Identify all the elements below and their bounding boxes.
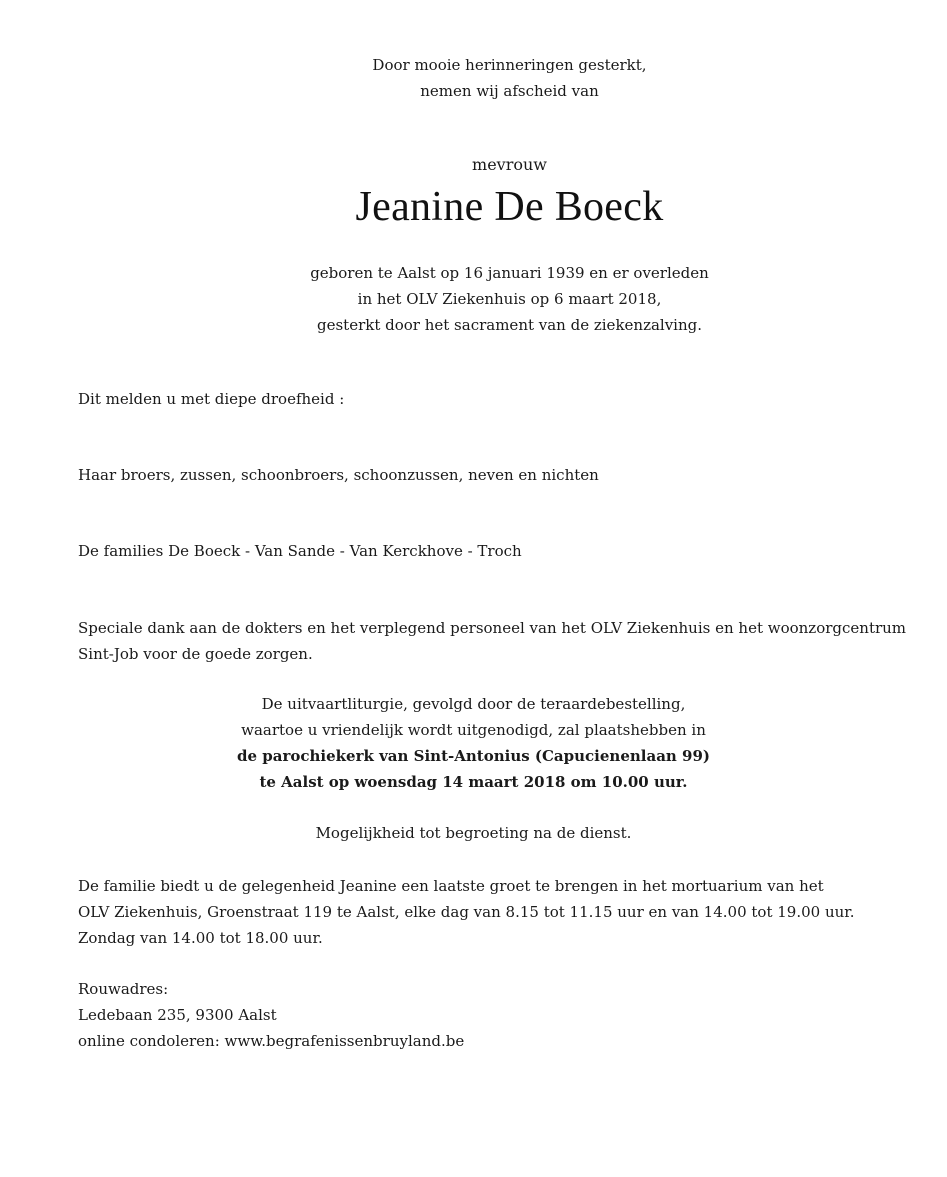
funeral-info — [0, 691, 947, 795]
funeral-line-1: De uitvaartliturgie, gevolgd door de teraardebestelling, — [261, 695, 686, 713]
online-condolence-link[interactable]: online condoleren: www.begrafenissenbruyland.be — [78, 1032, 465, 1050]
thanks-text — [78, 615, 907, 667]
address-label: Rouwadres: — [78, 980, 169, 998]
address-street: Ledebaan 235, 9300 Aalst — [78, 1006, 277, 1024]
birth-line-3: gesterkt door het sacrament van de ziekenzalving. — [316, 316, 703, 334]
honorific: mevrouw — [472, 155, 547, 174]
funeral-location: de parochiekerk van Sint-Antonius (Capucienenlaan 99) — [236, 747, 711, 765]
birth-death-text — [36, 260, 947, 338]
greeting-note: Mogelijkheid tot begroeting na de dienst. — [315, 824, 632, 842]
birth-line-1: geboren te Aalst op 16 januari 1939 en er overleden — [310, 264, 709, 282]
relatives: Haar broers, zussen, schoonbroers, schoonzussen, neven en nichten — [78, 466, 599, 484]
mortuary-text — [78, 873, 898, 951]
thanks-line-1: Speciale dank aan de dokters en het verplegend personeel van het OLV Ziekenhuis en het woonzorgcentrum — [78, 619, 907, 637]
mortuary-line-2: OLV Ziekenhuis, Groenstraat 119 te Aalst, elke dag van 8.15 tot 11.15 uur en van 14.00 tot 19.00 uur. — [78, 903, 855, 921]
intro-text — [36, 52, 947, 104]
birth-line-2: in het OLV Ziekenhuis op 6 maart 2018, — [357, 290, 662, 308]
funeral-date: te Aalst op woensdag 14 maart 2018 om 10.00 uur. — [259, 773, 688, 791]
deceased-name: Jeanine De Boeck — [355, 184, 664, 230]
mourning-address — [78, 976, 878, 1054]
intro-line-1: Door mooie herinneringen gesterkt, — [372, 56, 647, 74]
mortuary-line-3: Zondag van 14.00 tot 18.00 uur. — [78, 929, 323, 947]
announcement: Dit melden u met diepe droefheid : — [78, 390, 345, 408]
mortuary-line-1: De familie biedt u de gelegenheid Jeanine een laatste groet te brengen in het mortuarium van het — [78, 877, 824, 895]
thanks-line-2: Sint-Job voor de goede zorgen. — [78, 645, 313, 663]
intro-line-2: nemen wij afscheid van — [420, 82, 599, 100]
families: De families De Boeck - Van Sande - Van Kerckhove - Troch — [78, 542, 522, 560]
funeral-line-2: waartoe u vriendelijk wordt uitgenodigd, zal plaatshebben in — [241, 721, 706, 739]
